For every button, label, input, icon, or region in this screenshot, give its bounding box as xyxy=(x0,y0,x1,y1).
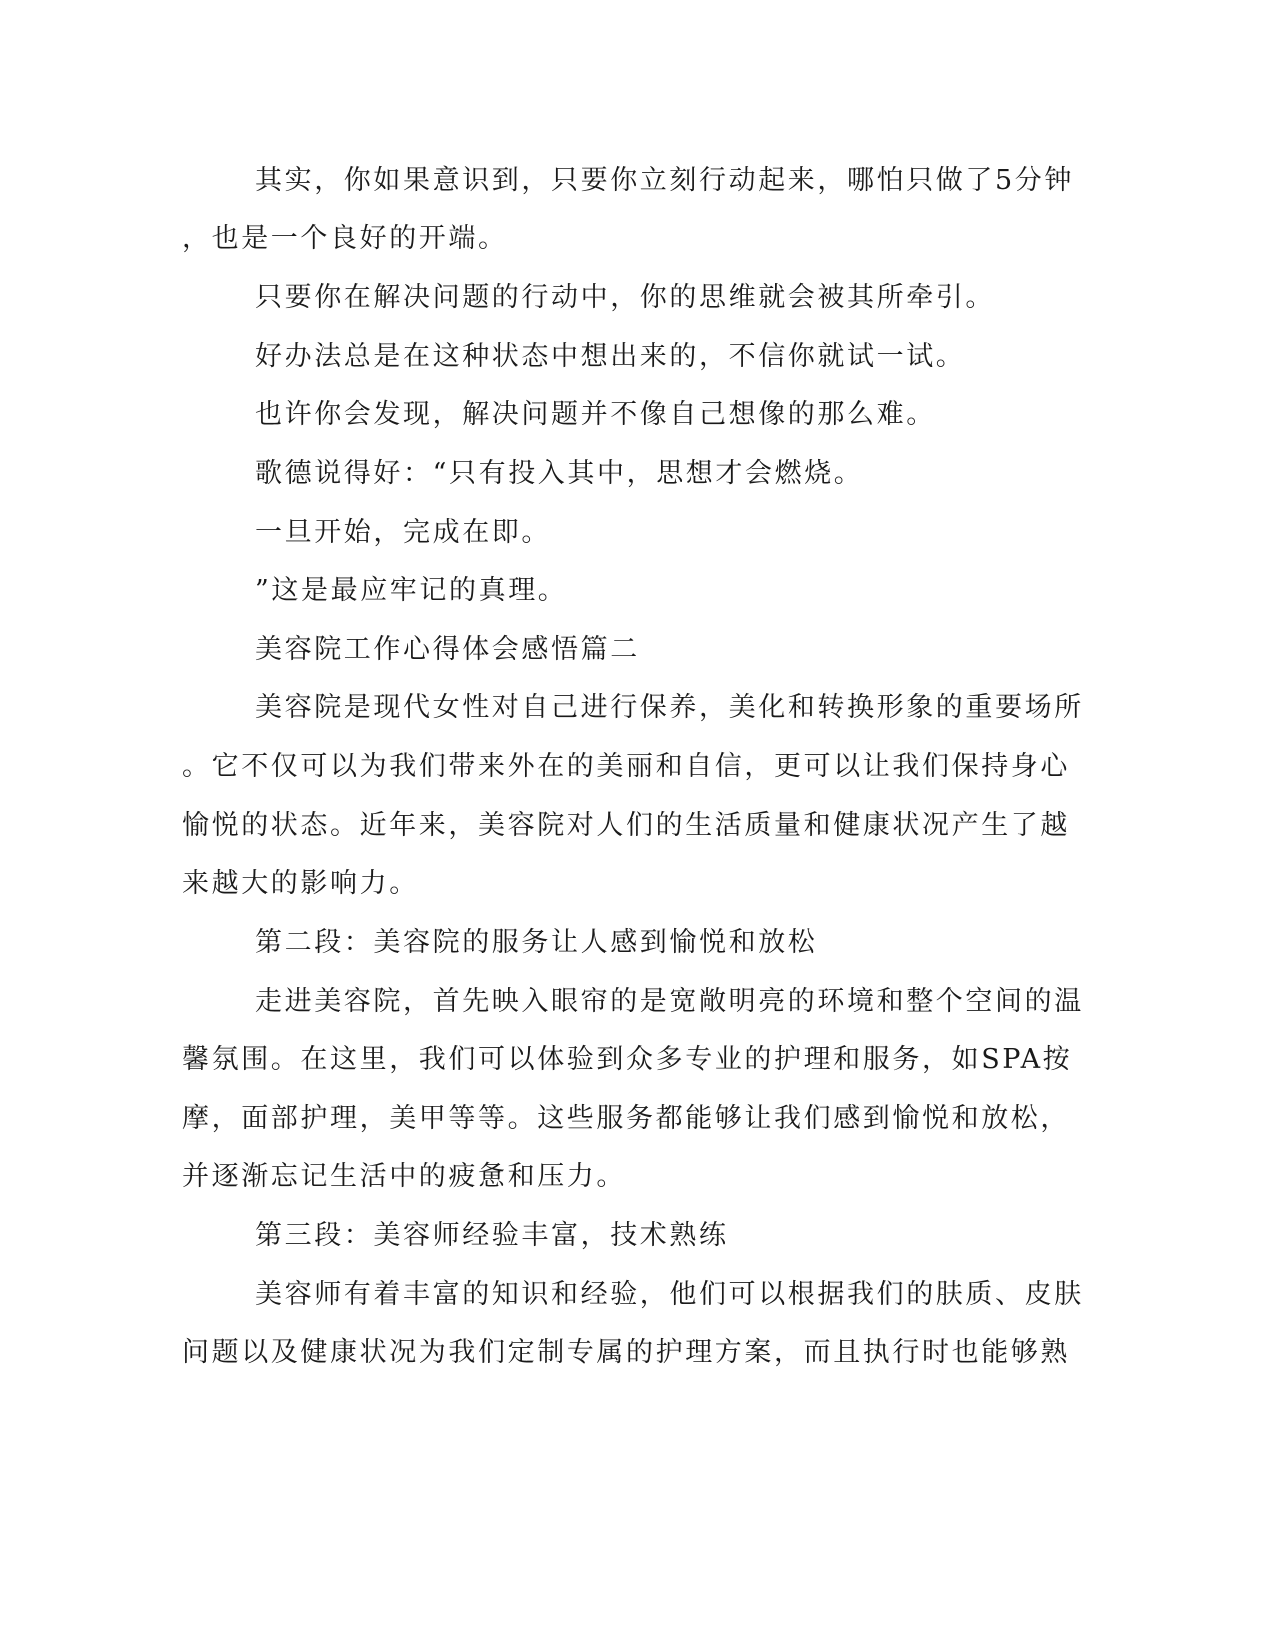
text-line: 也许你会发现，解决问题并不像自己想像的那么难。 xyxy=(255,399,936,430)
text-line: 美容师有着丰富的知识和经验，他们可以根据我们的肤质、皮肤 xyxy=(255,1279,1084,1310)
text-line: 来越大的影响力。 xyxy=(182,868,419,899)
text-line: 。它不仅可以为我们带来外在的美丽和自信，更可以让我们保持身心 xyxy=(182,751,1070,782)
text-line: ”这是最应牢记的真理。 xyxy=(255,575,568,606)
text-line: ，也是一个良好的开端。 xyxy=(182,223,508,254)
text-line: 好办法总是在这种状态中想出来的，不信你就试一试。 xyxy=(255,341,966,372)
section-heading: 第三段：美容师经验丰富，技术熟练 xyxy=(255,1220,729,1251)
text-line: 走进美容院，首先映入眼帘的是宽敞明亮的环境和整个空间的温 xyxy=(255,986,1084,1017)
text-line: 愉悦的状态。近年来，美容院对人们的生活质量和健康状况产生了越 xyxy=(182,810,1070,841)
text-line: 一旦开始，完成在即。 xyxy=(255,517,551,548)
text-line: 其实，你如果意识到，只要你立刻行动起来，哪怕只做了5分钟 xyxy=(255,165,1074,196)
text-line: 馨氛围。在这里，我们可以体验到众多专业的护理和服务，如SPA按 xyxy=(182,1044,1073,1075)
section-heading: 美容院工作心得体会感悟篇二 xyxy=(255,634,640,665)
text-line: 摩，面部护理，美甲等等。这些服务都能够让我们感到愉悦和放松， xyxy=(182,1103,1070,1134)
section-heading: 第二段：美容院的服务让人感到愉悦和放松 xyxy=(255,927,818,958)
text-line: 并逐渐忘记生活中的疲惫和压力。 xyxy=(182,1161,626,1192)
text-line: 美容院是现代女性对自己进行保养，美化和转换形象的重要场所 xyxy=(255,692,1084,723)
text-line: 歌德说得好：“只有投入其中，思想才会燃烧。 xyxy=(255,458,864,489)
text-line: 只要你在解决问题的行动中，你的思维就会被其所牵引。 xyxy=(255,282,995,313)
text-line: 问题以及健康状况为我们定制专属的护理方案，而且执行时也能够熟 xyxy=(182,1337,1070,1368)
